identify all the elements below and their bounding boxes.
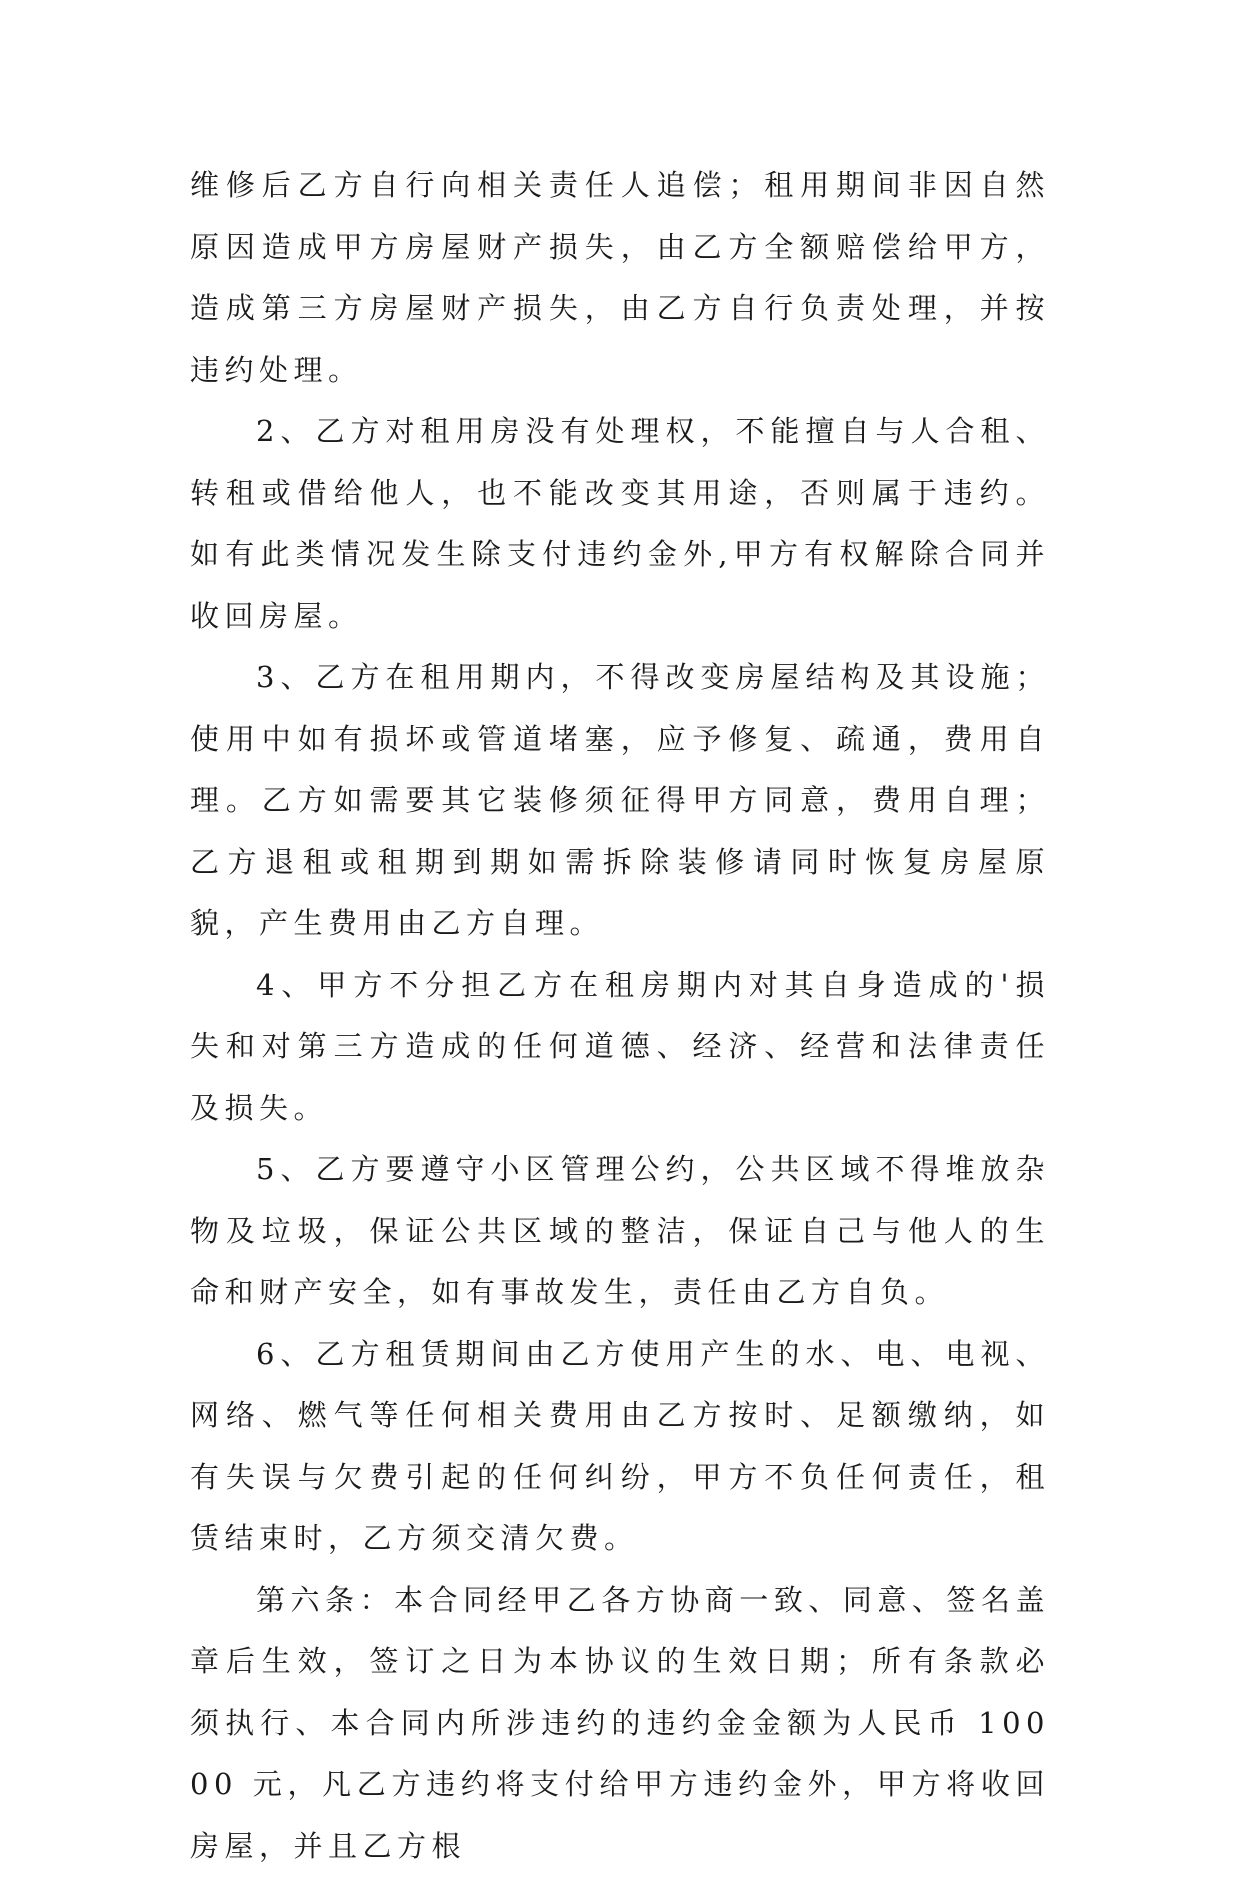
document-page <box>190 155 1050 1877</box>
paragraph-clause-4: 4、甲方不分担乙方在租房期内对其自身造成的'损失和对第三方造成的任何道德、经济、经营和法律责任及损失。 <box>190 955 1050 1140</box>
paragraph-clause-3: 3、乙方在租用期内，不得改变房屋结构及其设施；使用中如有损坏或管道堵塞，应予修复、疏通，费用自理。乙方如需要其它装修须征得甲方同意，费用自理；乙方退租或租期到期如需拆除装修请同时恢复房屋原貌，产生费用由乙方自理。 <box>190 647 1050 955</box>
paragraph-clause-6: 6、乙方租赁期间由乙方使用产生的水、电、电视、网络、燃气等任何相关费用由乙方按时、足额缴纳，如有失误与欠费引起的任何纠纷，甲方不负任何责任，租赁结束时，乙方须交清欠费。 <box>190 1324 1050 1570</box>
paragraph-repair-compensation: 维修后乙方自行向相关责任人追偿；租用期间非因自然原因造成甲方房屋财产损失，由乙方全额赔偿给甲方，造成第三方房屋财产损失，由乙方自行负责处理，并按违约处理。 <box>190 155 1050 401</box>
paragraph-clause-5: 5、乙方要遵守小区管理公约，公共区域不得堆放杂物及垃圾，保证公共区域的整洁，保证自己与他人的生命和财产安全，如有事故发生，责任由乙方自负。 <box>190 1139 1050 1324</box>
paragraph-article-six: 第六条：本合同经甲乙各方协商一致、同意、签名盖章后生效，签订之日为本协议的生效日期；所有条款必须执行、本合同内所涉违约的违约金金额为人民币 10000 元，凡乙方违约将支付给甲方违约金外，甲方将收回房屋，并且乙方根 <box>190 1570 1050 1877</box>
paragraph-clause-2: 2、乙方对租用房没有处理权，不能擅自与人合租、转租或借给他人，也不能改变其用途，否则属于违约。如有此类情况发生除支付违约金外,甲方有权解除合同并收回房屋。 <box>190 401 1050 647</box>
